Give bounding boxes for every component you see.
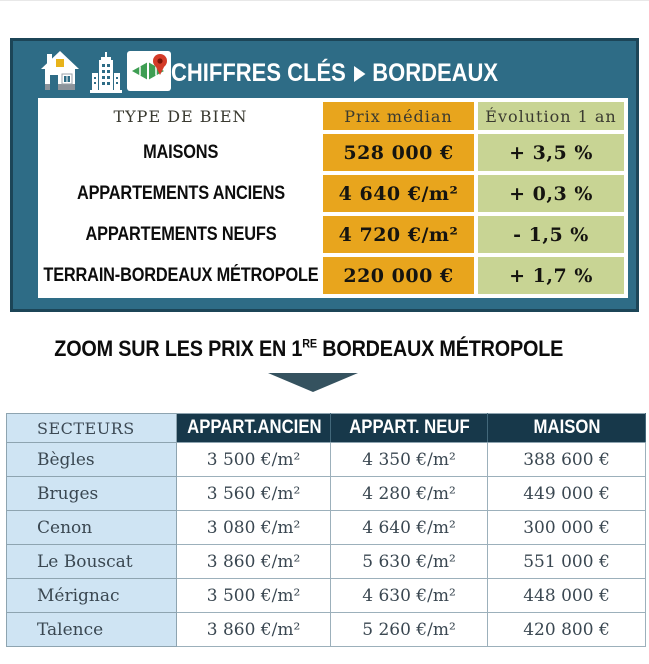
- zoom-title-superscript: RE: [302, 336, 318, 351]
- evolution-cell: + 0,3 %: [478, 175, 624, 212]
- map-pin-icon: [127, 49, 173, 93]
- table-row: [7, 579, 646, 613]
- table-row: [7, 545, 646, 579]
- appart-ancien-price: 3 080 €/m²: [177, 511, 331, 545]
- appart-neuf-price: 4 280 €/m²: [331, 477, 488, 511]
- appart-neuf-price: 5 260 €/m²: [331, 613, 488, 647]
- column-header-appart-ancien: APPART.ANCIEN: [177, 414, 331, 443]
- price-cell: 220 000 €: [323, 257, 474, 294]
- evolution-cell: - 1,5 %: [478, 216, 624, 253]
- panel-title-right: BORDEAUX: [372, 58, 499, 87]
- house-icon: [40, 50, 80, 95]
- maison-price: 551 000 €: [488, 545, 646, 579]
- row-label-maisons: MAISONS: [142, 141, 219, 163]
- column-header-evolution: Évolution 1 an: [478, 102, 624, 130]
- column-header-secteurs: SECTEURS: [7, 414, 177, 443]
- appart-neuf-price: 5 630 €/m²: [331, 545, 488, 579]
- panel-title: [171, 54, 498, 92]
- zoom-section-title: [0, 336, 618, 362]
- arrow-right-icon: [354, 66, 365, 82]
- table-header-row: [7, 414, 646, 443]
- maison-price: 300 000 €: [488, 511, 646, 545]
- appart-neuf-price: 4 630 €/m²: [331, 579, 488, 613]
- row-label-terrain-bordeaux-metropole: TERRAIN-BORDEAUX MÉTROPOLE: [42, 264, 319, 286]
- price-cell: 4 720 €/m²: [323, 216, 474, 253]
- maison-price: 448 000 €: [488, 579, 646, 613]
- sector-name: Bruges: [7, 477, 177, 511]
- sector-name: Bègles: [7, 443, 177, 477]
- table-row: [7, 477, 646, 511]
- table-row: [7, 613, 646, 647]
- sector-name: Le Bouscat: [7, 545, 177, 579]
- appart-ancien-price: 3 560 €/m²: [177, 477, 331, 511]
- maison-price: 449 000 €: [488, 477, 646, 511]
- panel-title-left: CHIFFRES CLÉS: [171, 58, 346, 87]
- building-icon: [87, 52, 125, 94]
- zoom-title-prefix: ZOOM SUR LES PRIX EN 1: [54, 336, 303, 361]
- evolution-cell: + 1,7 %: [478, 257, 624, 294]
- sector-name: Mérignac: [7, 579, 177, 613]
- table-row: [7, 443, 646, 477]
- sector-name: Talence: [7, 613, 177, 647]
- column-header-maison: MAISON: [488, 414, 646, 443]
- column-header-prix-median: Prix médian: [323, 102, 474, 130]
- column-header-appart-neuf: APPART. NEUF: [331, 414, 488, 443]
- row-label-appartements-neufs: APPARTEMENTS NEUFS: [85, 223, 276, 245]
- key-figures-table: [38, 98, 628, 298]
- column-header-type-de-bien: TYPE DE BIEN: [113, 106, 248, 126]
- maison-price: 388 600 €: [488, 443, 646, 477]
- maison-price: 420 800 €: [488, 613, 646, 647]
- appart-neuf-price: 4 350 €/m²: [331, 443, 488, 477]
- appart-ancien-price: 3 500 €/m²: [177, 579, 331, 613]
- key-figures-panel: [10, 38, 639, 312]
- sectors-price-table: [6, 413, 646, 647]
- appart-ancien-price: 3 860 €/m²: [177, 545, 331, 579]
- sector-name: Cenon: [7, 511, 177, 545]
- down-arrow-icon: [268, 373, 358, 392]
- appart-neuf-price: 4 640 €/m²: [331, 511, 488, 545]
- price-cell: 528 000 €: [323, 134, 474, 171]
- appart-ancien-price: 3 500 €/m²: [177, 443, 331, 477]
- appart-ancien-price: 3 860 €/m²: [177, 613, 331, 647]
- row-label-appartements-anciens: APPARTEMENTS ANCIENS: [76, 182, 285, 204]
- evolution-cell: + 3,5 %: [478, 134, 624, 171]
- zoom-title-suffix: BORDEAUX MÉTROPOLE: [317, 336, 564, 361]
- price-cell: 4 640 €/m²: [323, 175, 474, 212]
- table-row: [7, 511, 646, 545]
